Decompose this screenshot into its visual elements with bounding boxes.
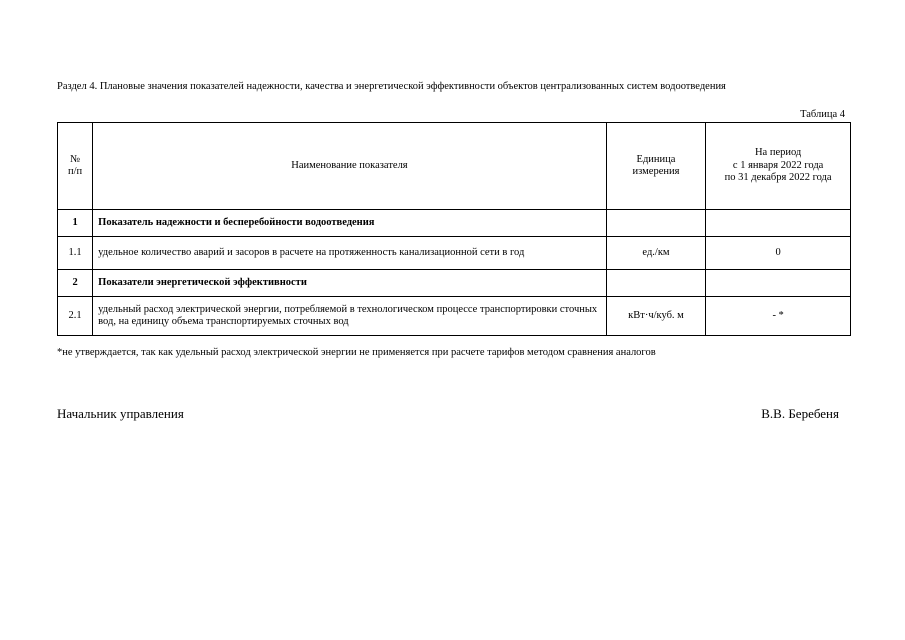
row-number: 2 [58, 270, 93, 297]
table-row [58, 270, 851, 297]
row-indicator-name: Показатели энергетической эффективности [93, 270, 607, 297]
header-period-line3: по 31 декабря 2022 года [724, 172, 832, 184]
table-row [58, 297, 851, 336]
header-period-line2: с 1 января 2022 года [732, 159, 824, 171]
row-indicator-name: Показатель надежности и бесперебойности водоотведения [93, 210, 607, 237]
row-indicator-name: удельный расход электрической энергии, потребляемой в технологическом процессе транспортировки сточных вод, на единицу объема транспортируемых сточных вод [93, 297, 607, 336]
header-unit-line1: Единица [636, 153, 676, 165]
indicators-table [57, 122, 851, 336]
header-number [58, 123, 93, 210]
row-unit: ед./км [606, 237, 706, 270]
header-number-line2: п/п [68, 166, 83, 177]
row-unit: кВт·ч/куб. м [606, 297, 706, 336]
signature-role: Начальник управления [57, 406, 184, 421]
row-indicator-name: удельное количество аварий и засоров в расчете на протяженность канализационной сети в год [93, 237, 607, 270]
table-header-row [58, 123, 851, 210]
row-number: 1.1 [58, 237, 93, 270]
row-unit [606, 270, 706, 297]
row-value: 0 [706, 237, 851, 270]
row-unit [606, 210, 706, 237]
header-period-line1: На период [754, 147, 802, 159]
header-indicator-name: Наименование показателя [93, 123, 607, 210]
row-value: - * [706, 297, 851, 336]
row-number: 2.1 [58, 297, 93, 336]
header-number-line1: № [70, 153, 81, 165]
header-unit-line2: измерения [632, 166, 680, 177]
row-value [706, 270, 851, 297]
row-value [706, 210, 851, 237]
header-unit [606, 123, 706, 210]
table-row [58, 210, 851, 237]
table-row [58, 237, 851, 270]
table-caption: Таблица 4 [800, 109, 845, 120]
footnote: *не утверждается, так как удельный расход электрической энергии не применяется при расчете тарифов методом сравнения аналогов [57, 347, 656, 358]
header-period [706, 123, 851, 210]
signature-name: В.В. Беребеня [761, 406, 839, 421]
section-title: Раздел 4. Плановые значения показателей надежности, качества и энергетической эффективности объектов централизованных систем водоотведения [57, 81, 726, 92]
row-number: 1 [58, 210, 93, 237]
